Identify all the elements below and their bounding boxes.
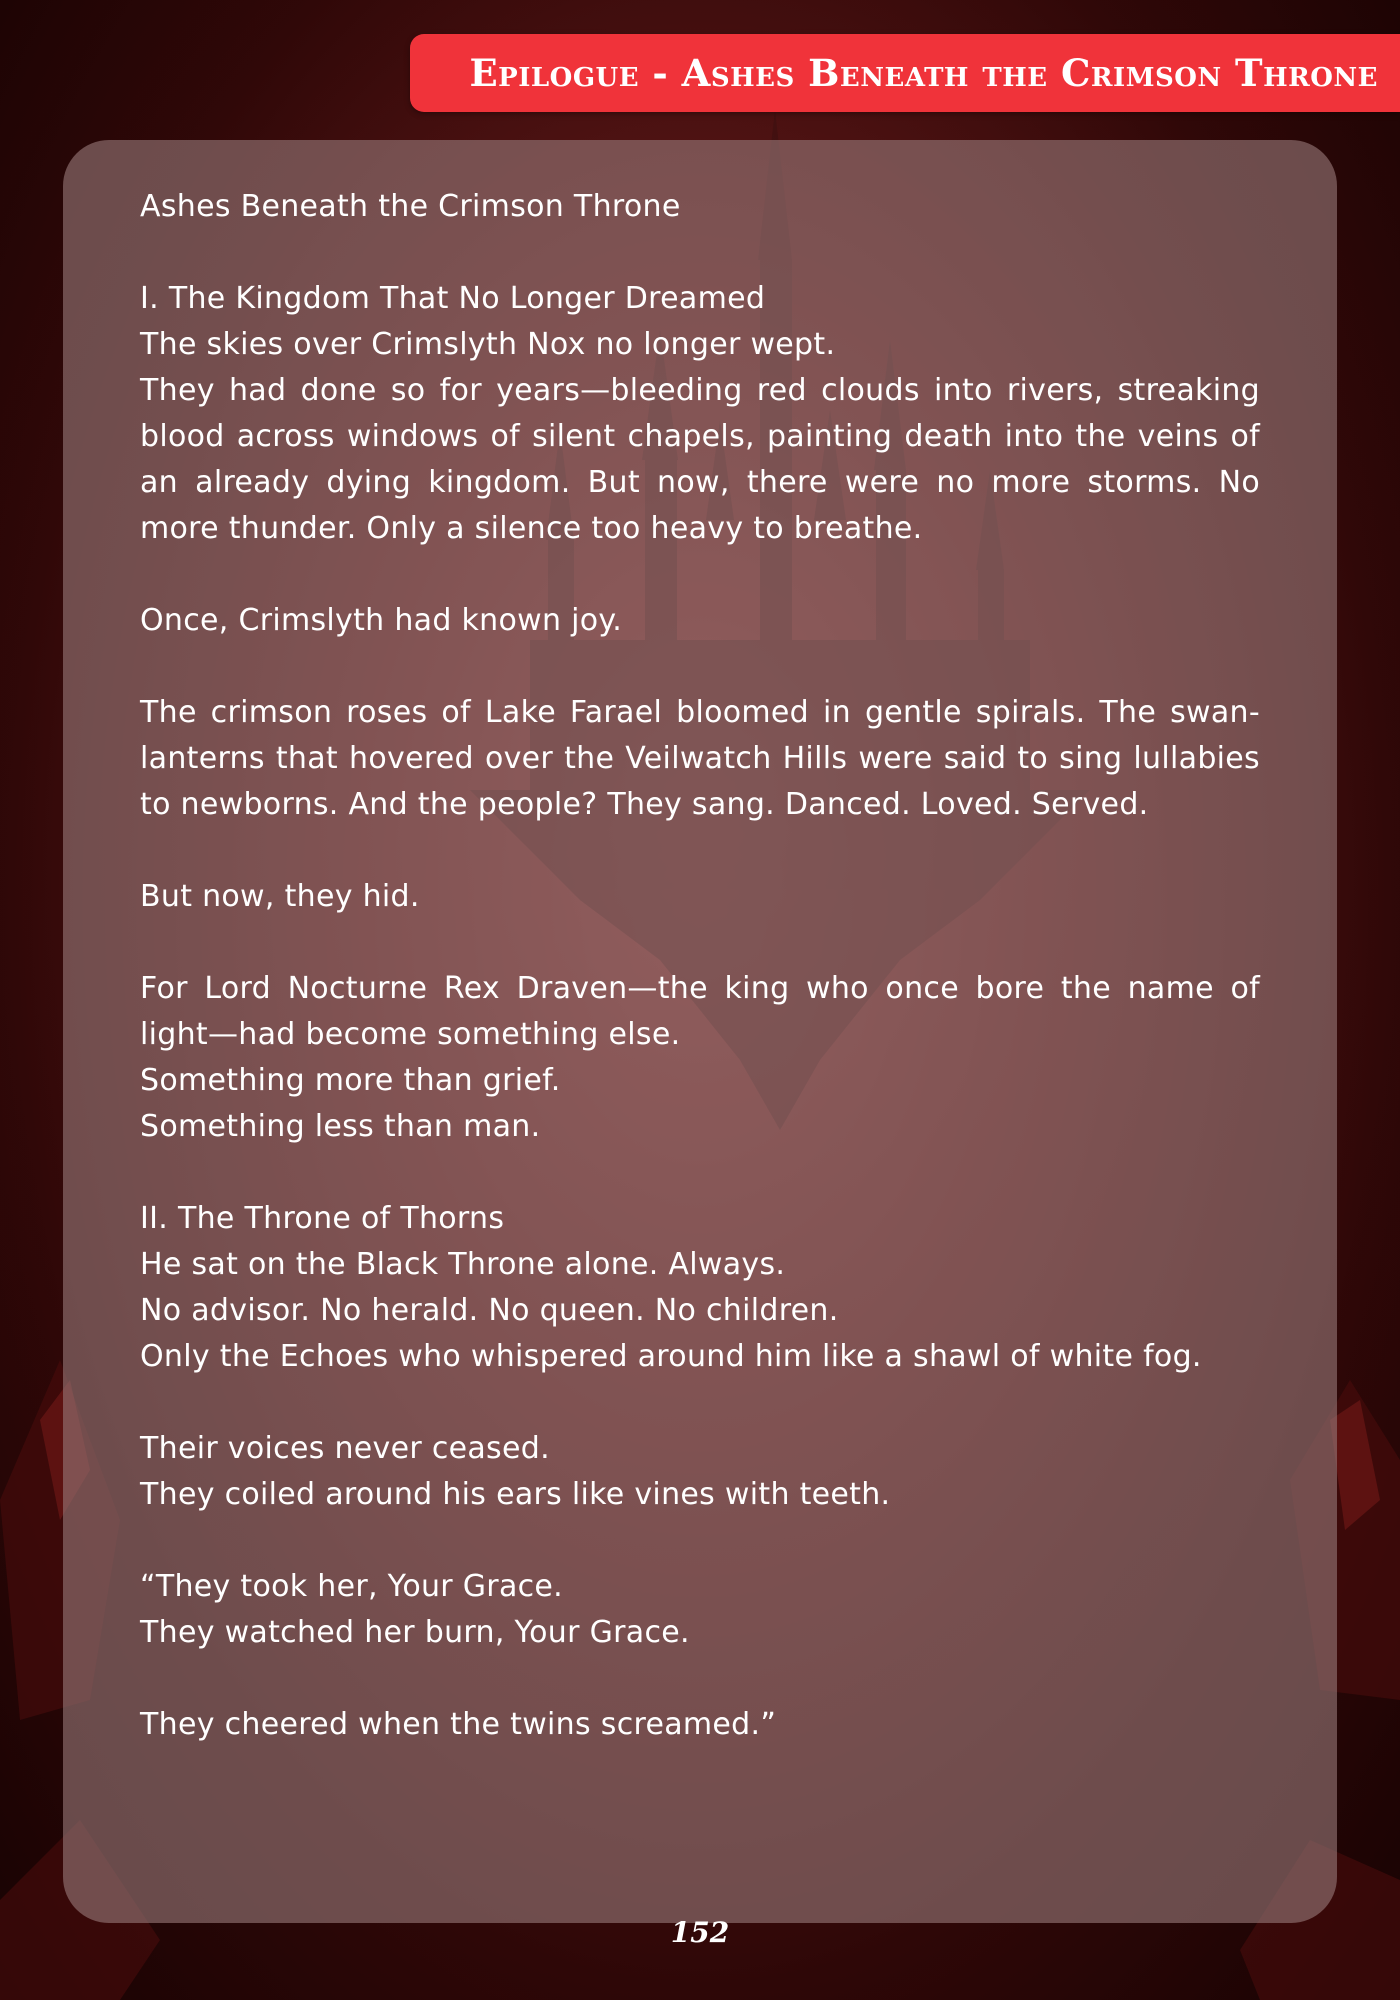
paragraph: The crimson roses of Lake Farael bloomed in gentle spirals. The swan-lanterns that hovered over the Veilwatch Hills were said to sing lullabies to newborns. And the people? They sang. Danced. Loved. Served.: [140, 695, 1260, 822]
spacer: [140, 230, 1260, 276]
chapter-banner: [410, 34, 1400, 112]
paragraph: Only the Echoes who whispered around him like a shawl of white fog.: [140, 1339, 1202, 1374]
paragraph: Their voices never ceased.: [140, 1431, 550, 1466]
paragraph: The skies over Crimslyth Nox no longer wept.: [140, 327, 836, 362]
text-card: [63, 140, 1337, 1923]
paragraph: Something less than man.: [140, 1109, 541, 1144]
paragraph: No advisor. No herald. No queen. No children.: [140, 1293, 839, 1328]
spacer: [140, 1518, 1260, 1564]
quote-line: “They took her, Your Grace.: [140, 1569, 564, 1604]
quote-line: They watched her burn, Your Grace.: [140, 1615, 690, 1650]
page-number: 152: [670, 1916, 730, 1949]
paragraph: Something more than grief.: [140, 1063, 561, 1098]
story-title: Ashes Beneath the Crimson Throne: [140, 189, 681, 224]
paragraph: They coiled around his ears like vines with teeth.: [140, 1477, 891, 1512]
chapter-title: Epilogue - Ashes Beneath the Crimson Throne: [469, 51, 1378, 95]
spacer: [140, 644, 1260, 690]
paragraph: For Lord Nocturne Rex Draven—the king who once bore the name of light—had become something else.: [140, 971, 1260, 1052]
spacer: [140, 828, 1260, 874]
section-heading-1: I. The Kingdom That No Longer Dreamed: [140, 281, 766, 316]
spacer: [140, 1150, 1260, 1196]
spacer: [140, 1656, 1260, 1702]
spacer: [140, 1380, 1260, 1426]
paragraph: He sat on the Black Throne alone. Always.: [140, 1247, 786, 1282]
spacer: [140, 920, 1260, 966]
paragraph: They had done so for years—bleeding red clouds into rivers, streaking blood across windows of silent chapels, painting death into the veins of an already dying kingdom. But now, there were no more storms. No more thunder. Only a silence too heavy to breathe.: [140, 373, 1260, 546]
body-text: [140, 184, 1260, 1748]
section-heading-2: II. The Throne of Thorns: [140, 1201, 505, 1236]
paragraph: But now, they hid.: [140, 879, 420, 914]
spacer: [140, 552, 1260, 598]
quote-line: They cheered when the twins screamed.”: [140, 1707, 777, 1742]
paragraph: Once, Crimslyth had known joy.: [140, 603, 623, 638]
